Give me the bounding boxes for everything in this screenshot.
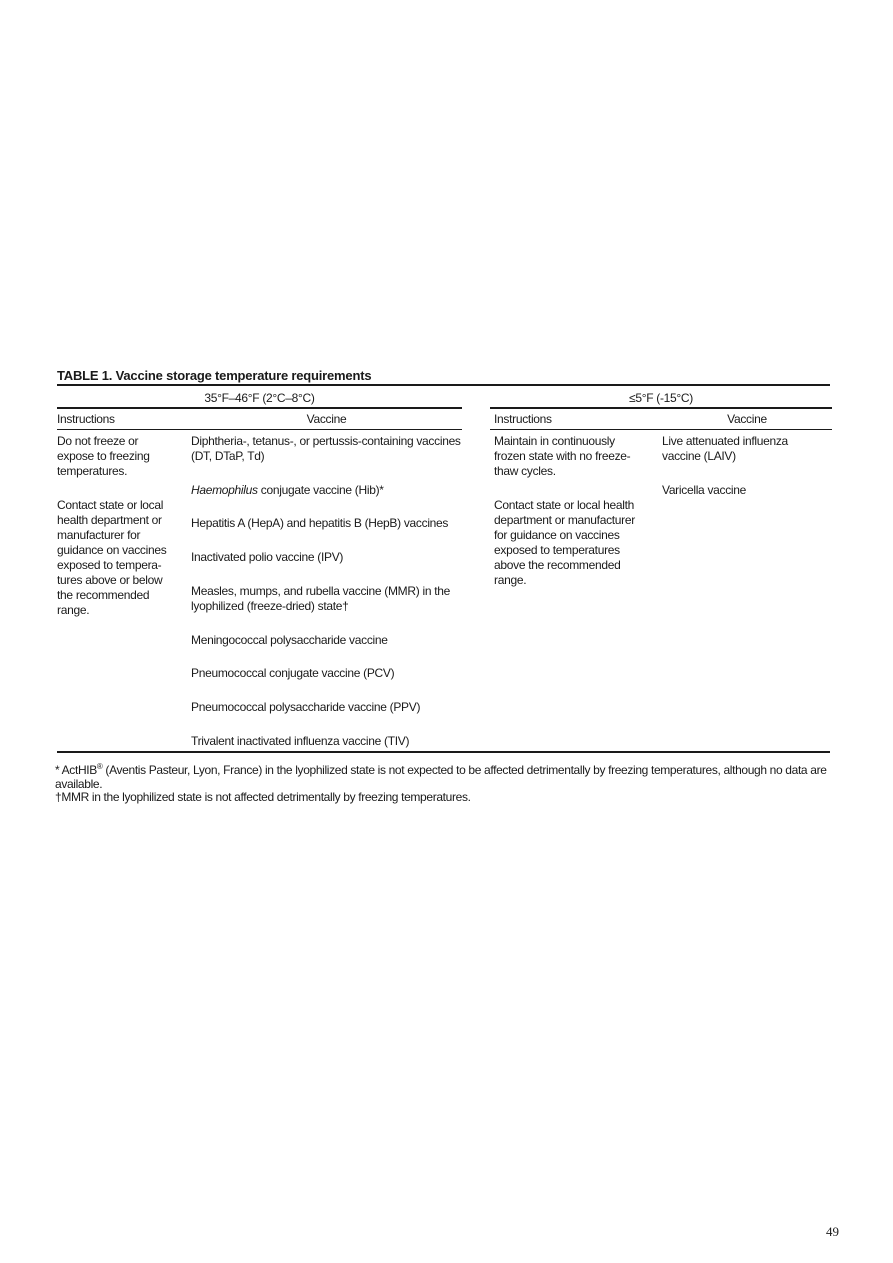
table-top-rule: [57, 384, 830, 386]
table-bottom-rule: [57, 751, 830, 753]
right-instructions-header: Instructions: [494, 412, 552, 426]
footnote-acthib: [55, 760, 855, 791]
registered-mark: ®: [96, 762, 103, 771]
vaccine-hib-rest: conjugate vaccine (Hib)*: [257, 483, 384, 497]
vaccine-pcv: Pneumococcal conjugate vaccine (PCV): [191, 666, 395, 680]
vaccine-mmr: Measles, mumps, and rubella vaccine (MMR) in the lyophilized (freeze-dried) state†: [191, 584, 451, 613]
left-instructions-1: Do not freeze or expose to freezing temperatures.: [57, 434, 150, 478]
right-header-rule: [490, 429, 832, 430]
right-vaccine-header: Vaccine: [727, 412, 767, 426]
right-instructions-2: Contact state or local health department or manufacturer for guidance on vaccines exposed to temperatures above the recommended range.: [494, 498, 635, 587]
vaccine-hib-italic: Haemophilus: [191, 483, 258, 497]
footnote-asterisk: *: [55, 763, 60, 777]
left-group-rule: [57, 407, 462, 409]
page-number: 49: [826, 1224, 839, 1239]
vaccine-hib: [191, 483, 469, 498]
vaccine-tiv: Trivalent inactivated influenza vaccine (TIV): [191, 734, 410, 748]
table-title: TABLE 1. Vaccine storage temperature requirements: [57, 368, 372, 383]
right-group-rule: [490, 407, 832, 409]
vaccine-ipv: Inactivated polio vaccine (IPV): [191, 550, 344, 564]
footnote-acthib-text: (Aventis Pasteur, Lyon, France) in the lyophilized state is not expected to be affected detrimentally by freezing temperatures, although no data are available.: [55, 763, 827, 791]
right-instructions-1: Maintain in continuously frozen state with no freeze-thaw cycles.: [494, 434, 631, 478]
footnote-acthib-brand: ActHIB: [61, 763, 97, 777]
vaccine-dtap: Diphtheria-, tetanus-, or pertussis-containing vaccines (DT, DTaP, Td): [191, 434, 461, 463]
footnote-dagger: †: [55, 790, 62, 804]
left-temp-range: 35°F–46°F (2°C–8°C): [204, 391, 315, 405]
footnote-mmr: [55, 790, 855, 804]
vaccine-ppv: Pneumococcal polysaccharide vaccine (PPV): [191, 700, 421, 714]
right-temp-range: ≤5°F (-15°C): [629, 391, 693, 405]
vaccine-meningococcal: Meningococcal polysaccharide vaccine: [191, 633, 388, 647]
vaccine-laiv: Live attenuated influenza vaccine (LAIV): [662, 434, 788, 463]
vaccine-varicella: Varicella vaccine: [662, 483, 747, 497]
left-vaccine-header: Vaccine: [306, 412, 347, 426]
left-header-rule: [57, 429, 462, 430]
footnote-mmr-text: MMR in the lyophilized state is not affected detrimentally by freezing temperatures.: [61, 790, 471, 804]
left-instructions-2: Contact state or local health department or manufacturer for guidance on vaccines exposed to tempera-tures above or below the recommended range.: [57, 498, 167, 617]
left-instructions-header: Instructions: [57, 412, 115, 426]
vaccine-hepa-hepb: Hepatitis A (HepA) and hepatitis B (HepB) vaccines: [191, 516, 449, 530]
